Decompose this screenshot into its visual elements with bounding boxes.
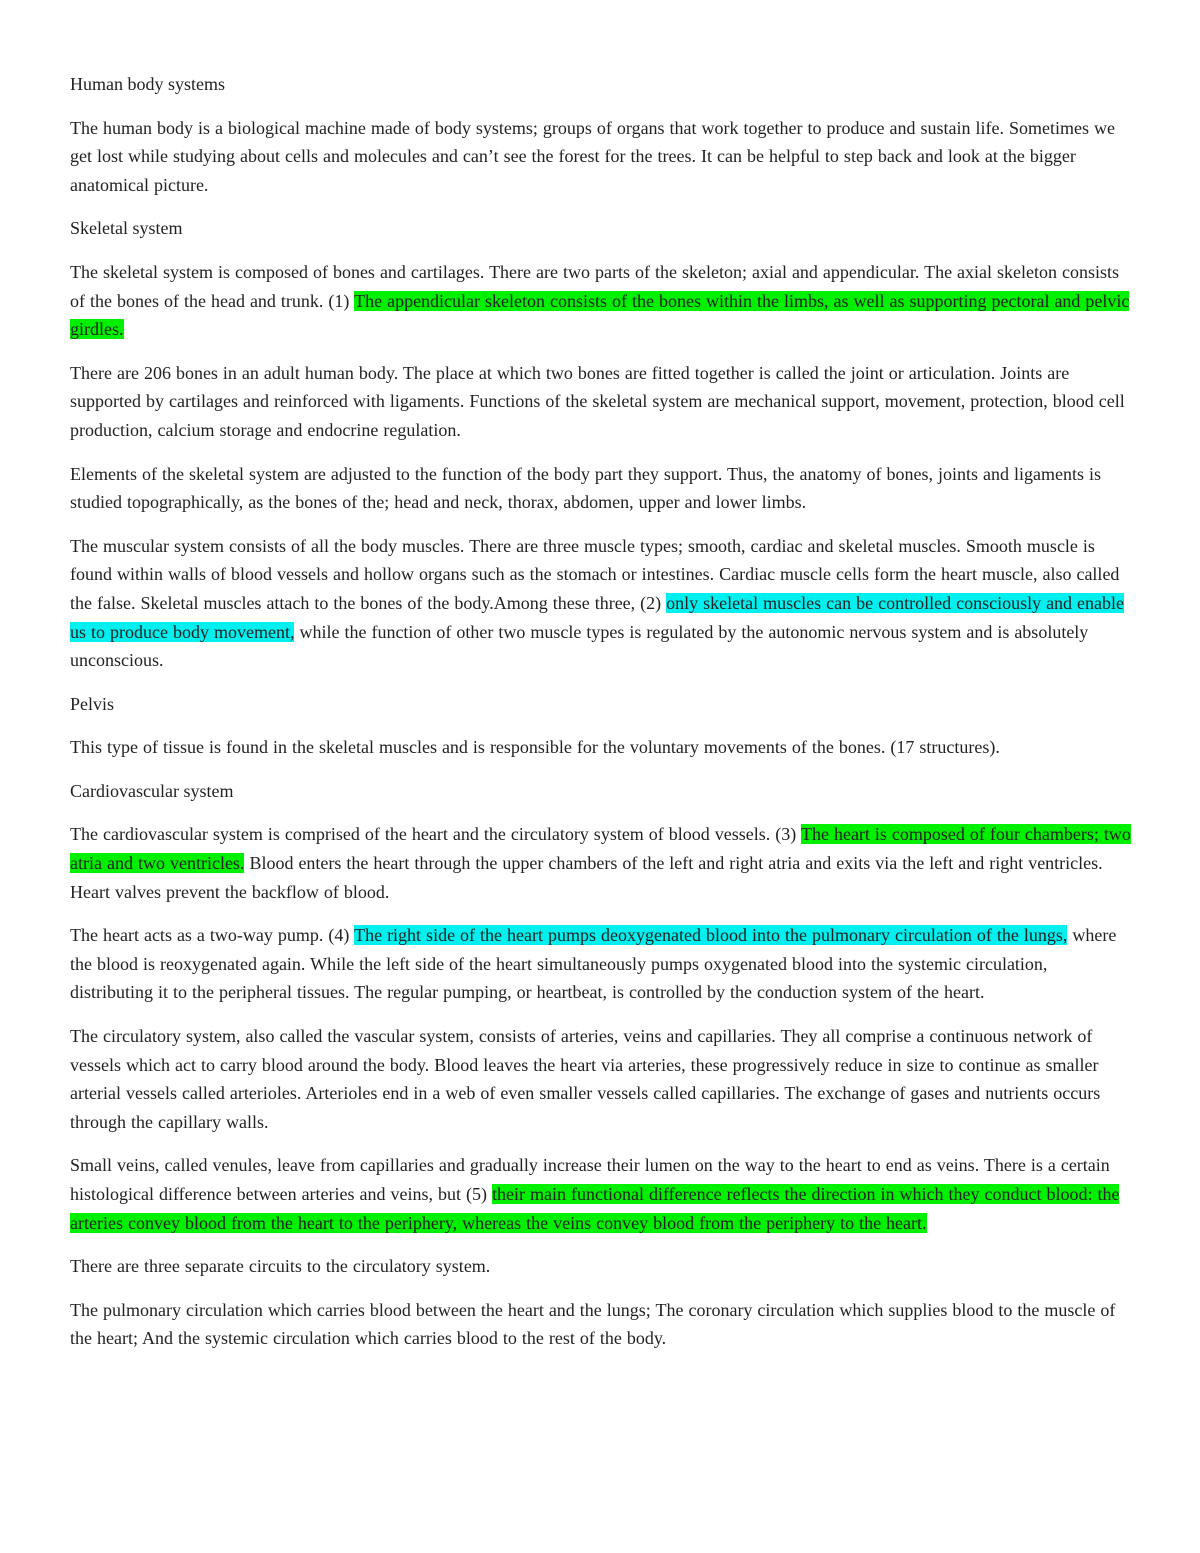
text-run: Small veins, called venules, leave from capillaries and gradually increase their lumen on the way to the heart to end as veins. There is a certain histological difference between arteries and veins, but (5) (70, 1155, 1110, 1204)
cardio-paragraph-3: The circulatory system, also called the vascular system, consists of arteries, veins and capillaries. They all comprise a continuous network of vessels which act to carry blood around the body. Blood leaves the heart via arteries, these progressively reduce in size to continue as smaller arterial vessels called arterioles. Arterioles end in a web of even smaller vessels called capillaries. The exchange of gases and nutrients occurs through the capillary walls. (70, 1026, 1101, 1132)
skeletal-paragraph-3: Elements of the skeletal system are adjusted to the function of the body part they support. Thus, the anatomy of bones, joints and ligaments is studied topographically, as the bones of the; head and neck, thorax, abdomen, upper and lower limbs. (70, 463, 1101, 513)
skeletal-paragraph-1 (70, 258, 1132, 344)
text-run: Blood enters the heart through the upper chambers of the left and right atria and exits via the left and right ventricles. Heart valves prevent the backflow of blood. (70, 853, 1103, 902)
document-title: Human body systems (70, 74, 225, 94)
intro-paragraph: The human body is a biological machine made of body systems; groups of organs that work together to produce and sustain life. Sometimes we get lost while studying about cells and molecules and can’t see the forest for the trees. It can be helpful to step back and look at the bigger anatomical picture. (70, 117, 1115, 195)
highlight-cyan-4: The right side of the heart pumps deoxygenated blood into the pulmonary circulation of the lungs, (354, 925, 1068, 946)
pelvis-paragraph: This type of tissue is found in the skeletal muscles and is responsible for the voluntary movements of the bones. (17 structures). (70, 737, 1000, 758)
cardio-paragraph-4 (70, 1151, 1132, 1237)
text-run: The muscular system consists of all the body muscles. There are three muscle types; smooth, cardiac and skeletal muscles. Smooth muscle is found within walls of blood vessels and hollow organs such as the stomach or intestines. Cardiac muscle cells form the heart muscle, also called the false. Skeletal muscles attach to the bones of the body.Among these three, (2) (70, 535, 1120, 613)
skeletal-paragraph-2: There are 206 bones in an adult human body. The place at which two bones are fitted together is called the joint or articulation. Joints are supported by cartilages and reinforced with ligaments. Functions of the skeletal system are mechanical support, movement, protection, blood cell production, calcium storage and endocrine regulation. (70, 362, 1125, 440)
cardio-paragraph-5: There are three separate circuits to the circulatory system. (70, 1256, 491, 1277)
highlight-green-3: The heart is composed of four chambers; two atria and two ventricles. (70, 824, 1131, 874)
cardio-heading: Cardiovascular system (70, 780, 234, 801)
highlight-green-1: The appendicular skeleton consists of the bones within the limbs, as well as supporting pectoral and pelvic girdles. (70, 290, 1130, 340)
cardio-paragraph-6: The pulmonary circulation which carries blood between the heart and the lungs; The coronary circulation which supplies blood to the muscle of the heart; And the systemic circulation which carries blood to the rest of the body. (70, 1299, 1116, 1349)
cardio-paragraph-1 (70, 820, 1132, 906)
text-run: while the function of other two muscle types is regulated by the autonomic nervous system and is absolutely unconscious. (70, 621, 1089, 671)
skeletal-heading: Skeletal system (70, 218, 183, 239)
text-run: where the blood is reoxygenated again. While the left side of the heart simultaneously pumps oxygenated blood into the systemic circulation, distributing it to the peripheral tissues. The regular pumping, or heartbeat, is controlled by the conduction system of the heart. (70, 925, 1117, 1003)
text-run: The heart acts as a two-way pump. (4) (70, 925, 355, 946)
highlight-green-5: their main functional difference reflects the direction in which they conduct blood: the arteries convey blood from the heart to the periphery, whereas the veins convey blood from the periphery to the heart. (70, 1184, 1120, 1233)
text-run: The skeletal system is composed of bones and cartilages. There are two parts of the skeleton; axial and appendicular. The axial skeleton consists of the bones of the head and trunk. (1) (70, 261, 1120, 311)
pelvis-heading: Pelvis (70, 693, 115, 714)
highlight-cyan-2: only skeletal muscles can be controlled consciously and enable us to produce body movement, (70, 592, 1125, 642)
cardio-paragraph-2 (70, 921, 1132, 1007)
muscular-paragraph (70, 532, 1132, 675)
document-page (70, 70, 1132, 1368)
text-run: The cardiovascular system is comprised of the heart and the circulatory system of blood vessels. (3) (70, 824, 801, 845)
